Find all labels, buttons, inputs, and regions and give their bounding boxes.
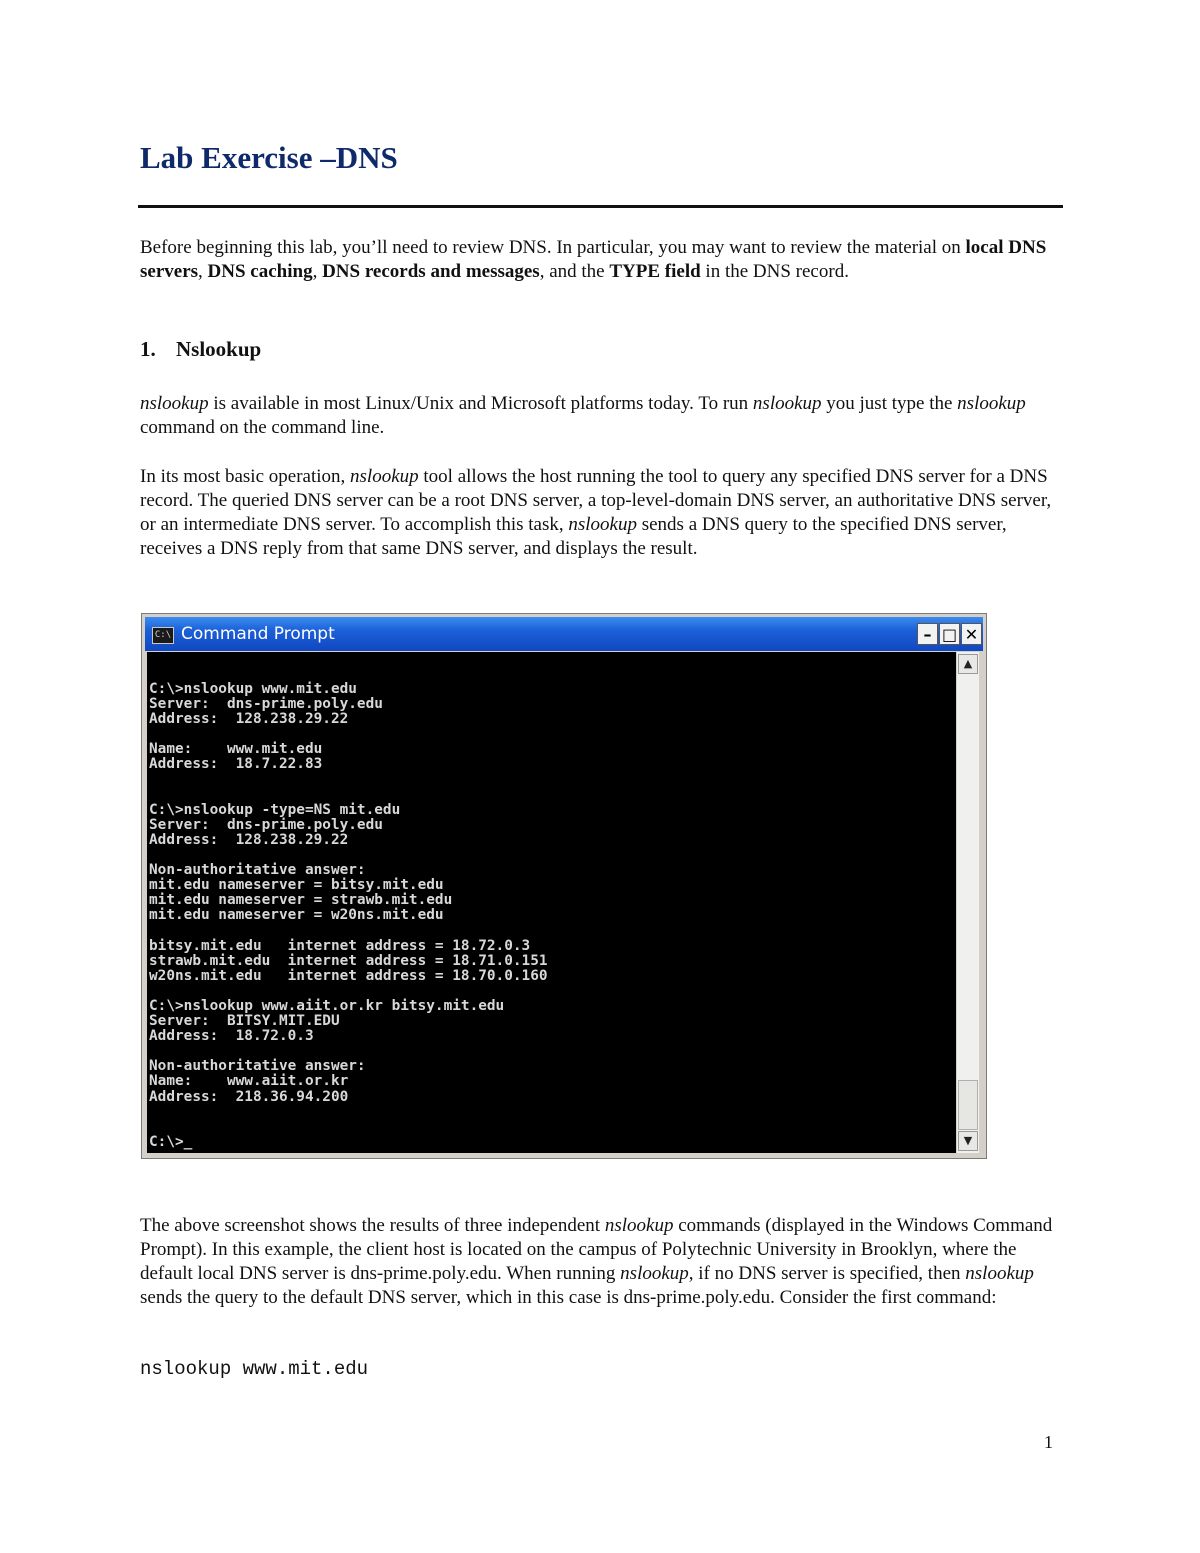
p1-text-3: command on the command line. xyxy=(140,417,385,438)
tool-name: nslookup xyxy=(752,393,822,414)
p2-text-3: sends a DNS query to the specified DNS server, receives a DNS reply from that same DNS server, and displays the result. xyxy=(140,514,1007,559)
intro-bold-local-dns: local DNS servers xyxy=(140,237,1047,282)
code-example: nslookup www.mit.edu xyxy=(140,1358,369,1380)
section-title: Nslookup xyxy=(176,337,262,361)
p2-text-1: In its most basic operation, xyxy=(140,466,351,487)
minimize-button[interactable]: – xyxy=(917,623,938,645)
nslookup-intro-paragraph xyxy=(140,392,1060,440)
intro-paragraph xyxy=(140,236,1060,284)
p1-text-2: you just type the xyxy=(821,393,958,414)
p3-text-1: The above screenshot shows the results of three independent xyxy=(140,1215,605,1236)
intro-text-2: , xyxy=(198,261,208,282)
window-title: Command Prompt xyxy=(181,624,335,644)
tool-name: nslookup xyxy=(350,466,419,487)
p2-text-2: tool allows the host running the tool to query any specified DNS server for a DNS record. The queried DNS server can be a root DNS server, a top-level-domain DNS server, an authoritative DNS server, or an intermediate DNS server. To accomplish this task, xyxy=(140,466,1052,535)
section-number: 1. xyxy=(140,337,156,361)
console-output-area xyxy=(147,652,956,1153)
tool-name: nslookup xyxy=(620,1263,689,1284)
intro-text-5: in the DNS record. xyxy=(700,261,849,282)
title-rule xyxy=(138,205,1063,208)
intro-bold-dns-caching: DNS caching xyxy=(207,261,313,282)
scroll-up-arrow-icon[interactable]: ▲ xyxy=(958,654,978,674)
tool-name: nslookup xyxy=(568,514,637,535)
page-title: Lab Exercise –DNS xyxy=(140,140,398,175)
tool-name: nslookup xyxy=(604,1215,674,1236)
basic-operation-paragraph xyxy=(140,465,1060,561)
p1-text-1: is available in most Linux/Unix and Microsoft platforms today. To run xyxy=(208,393,753,414)
tool-name: nslookup xyxy=(965,1263,1034,1284)
console-icon: C:\ xyxy=(152,627,174,644)
page-number: 1 xyxy=(1044,1432,1053,1452)
scrollbar-thumb[interactable] xyxy=(958,1080,978,1130)
window-titlebar xyxy=(145,617,983,651)
screenshot-explanation-paragraph xyxy=(140,1214,1060,1310)
intro-bold-type-field: TYPE field xyxy=(609,261,701,282)
scroll-down-arrow-icon[interactable]: ▼ xyxy=(958,1131,978,1151)
intro-text-3: , xyxy=(312,261,323,282)
intro-text-4: , and the xyxy=(539,261,610,282)
section-heading xyxy=(140,337,261,362)
close-button[interactable]: ✕ xyxy=(961,623,982,645)
tool-name: nslookup xyxy=(957,393,1026,414)
intro-text-1: Before beginning this lab, you’ll need to review DNS. In particular, you may want to review the material on xyxy=(140,237,966,258)
maximize-button[interactable]: □ xyxy=(939,623,960,645)
vertical-scrollbar[interactable] xyxy=(957,652,979,1153)
p3-text-3: , if no DNS server is specified, then xyxy=(688,1263,966,1284)
command-prompt-screenshot xyxy=(142,614,986,1158)
p3-text-2: commands (displayed in the Windows Command Prompt). In this example, the client host is located on the campus of Polytechnic University in Brooklyn, where the default local DNS server is dns-prime.poly.edu. When running xyxy=(140,1215,1053,1284)
console-text: C:\>nslookup www.mit.edu Server: dns-prime.poly.edu Address: 128.238.29.22 Name: www.mit.edu Address: 18.7.22.83 C:\>nslookup -type=NS mit.edu Server: dns-prime.poly.edu Address: 128.238.29.22 Non-authoritative answer: mit.edu nameserver = bitsy.mit.edu mit.edu nameserver = strawb.mit.edu mit.edu nameserver = w20ns.mit.edu bitsy.mit.edu internet address = 18.72.0.3 strawb.mit.edu internet address = 18.71.0.151 w20ns.mit.edu internet address = 18.70.0.160 C:\>nslookup www.aiit.or.kr bitsy.mit.edu Server: BITSY.MIT.EDU Address: 18.72.0.3 Non-authoritative answer: Name: www.aiit.or.kr Address: 218.36.94.200 C:\>_ xyxy=(149,681,548,1150)
tool-name: nslookup xyxy=(140,393,209,414)
intro-bold-records: DNS records and messages xyxy=(322,261,540,282)
p3-text-4: sends the query to the default DNS server, which in this case is dns-prime.poly.edu. Consider the first command: xyxy=(140,1287,997,1308)
